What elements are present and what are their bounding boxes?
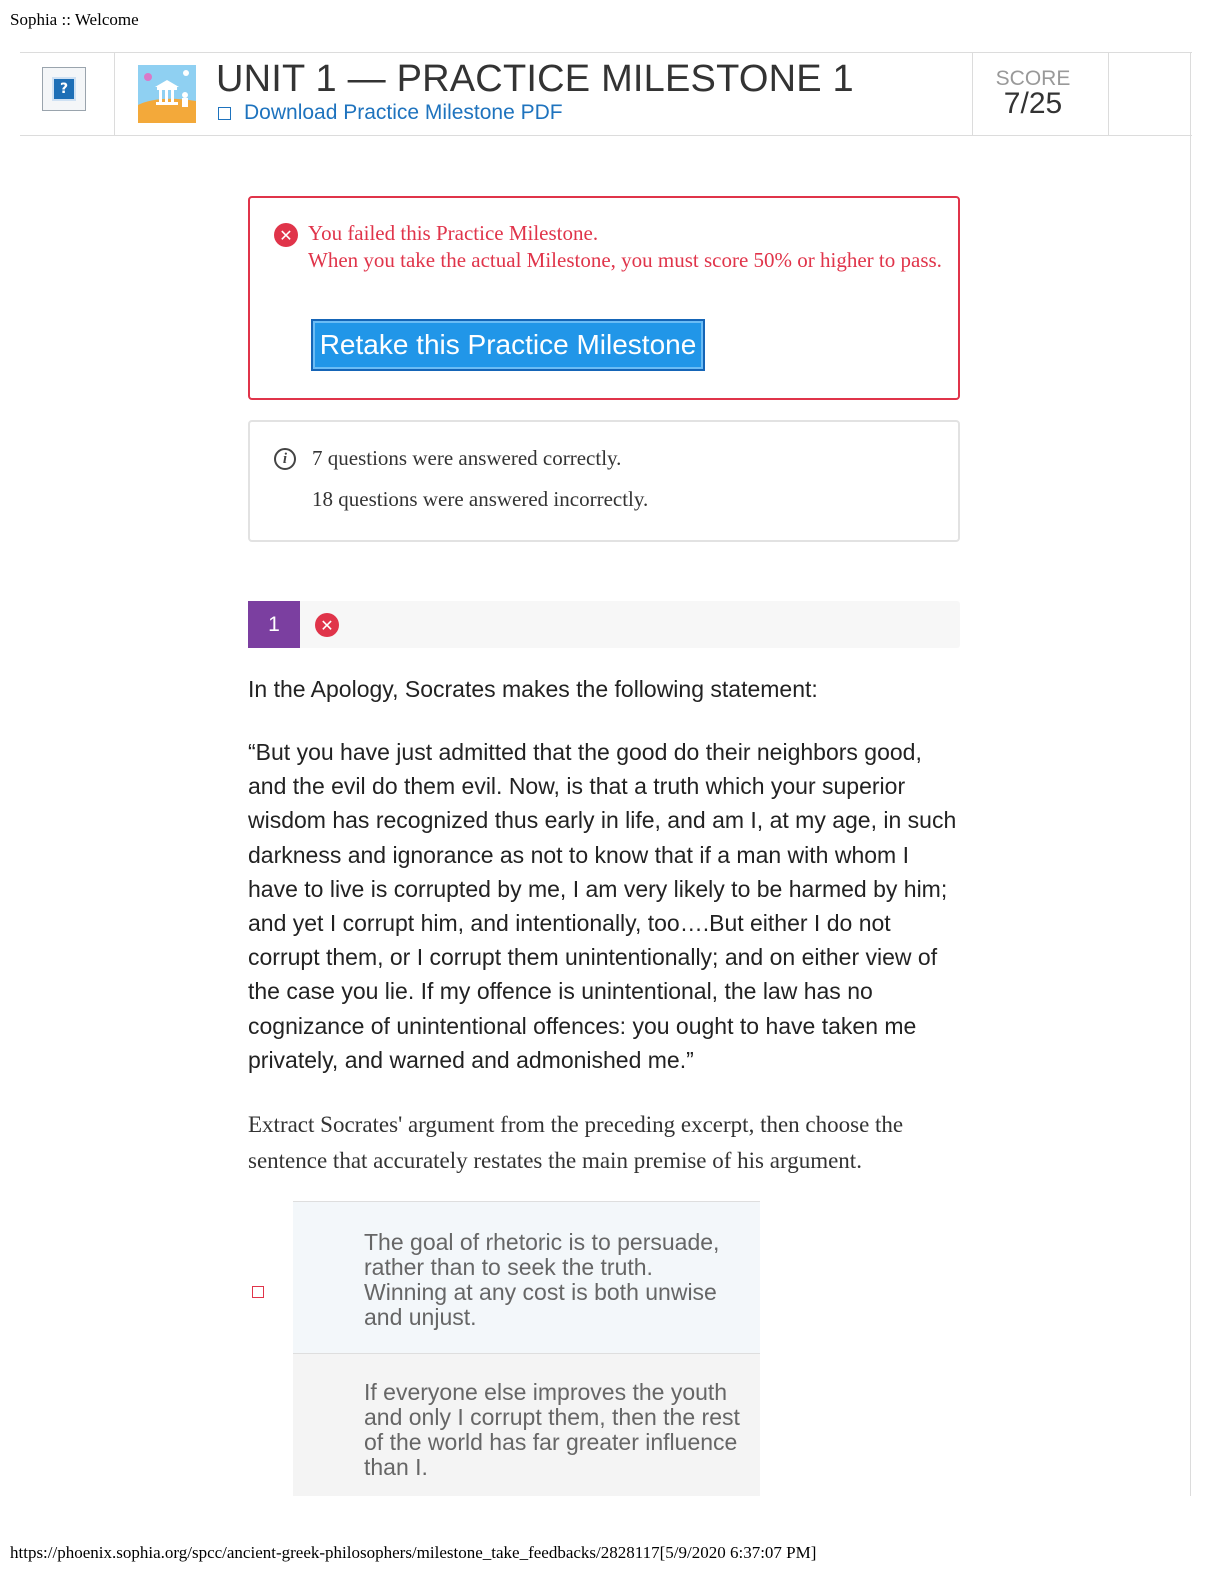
course-thumbnail-icon: [138, 65, 196, 123]
fail-alert: [248, 196, 960, 400]
results-summary: [248, 420, 960, 542]
incorrect-count-text: 18 questions were answered incorrectly.: [312, 487, 649, 511]
answer-option[interactable]: If everyone else improves the youth and only I corrupt them, then the rest of the world has far greater influence than I.: [293, 1353, 760, 1496]
retake-milestone-button[interactable]: Retake this Practice Milestone: [311, 319, 705, 371]
question-header: [248, 601, 960, 648]
question-prompt: Extract Socrates' argument from the preceding excerpt, then choose the sentence that accurately restates the main premise of his argument.: [248, 1112, 904, 1173]
info-icon: i: [274, 448, 296, 470]
download-pdf-label: Download Practice Milestone PDF: [244, 101, 563, 124]
question-quote: “But you have just admitted that the good do their neighbors good, and the evil do them evil. Now, is that a truth which your superior wisdom has recognized thus early in life, and am I, at my age, in such darkness and ignorance as not to know that if a man with whom I have to live is corrupted by me, I am very likely to be harmed by him; and yet I corrupt him, and intentionally, too….But either I do not corrupt them, or I corrupt them unintentionally; and on either view of the case you lie. If my offence is unintentional, the law has no cognizance of unintentional offences: you ought to have taken me privately, and warned and admonished me.”: [248, 739, 957, 1073]
download-icon: [218, 107, 231, 120]
error-x-icon: ✕: [274, 223, 298, 247]
header-divider: [972, 53, 973, 135]
correct-count-text: 7 questions were answered correctly.: [312, 446, 622, 470]
question-number: 1: [248, 601, 300, 648]
download-pdf-link[interactable]: [218, 101, 563, 125]
selected-answer-checkbox-icon: [252, 1286, 264, 1298]
pass-requirement-message: When you take the actual Milestone, you must score 50% or higher to pass.: [308, 248, 942, 272]
score-label: SCORE: [995, 67, 1071, 90]
question-mark-icon: ?: [52, 77, 76, 101]
header-divider: [114, 53, 115, 135]
browser-page-title: Sophia :: Welcome: [10, 10, 139, 29]
question-intro: In the Apology, Socrates makes the following statement:: [248, 676, 818, 702]
header-divider: [1108, 53, 1109, 135]
fail-message: You failed this Practice Milestone.: [308, 221, 599, 245]
page-right-border: [1190, 52, 1191, 1496]
score-value: 7/25: [1003, 87, 1063, 120]
incorrect-x-icon: ✕: [315, 613, 339, 637]
page-url-footer: https://phoenix.sophia.org/spcc/ancient-greek-philosophers/milestone_take_feedbacks/2828117[5/9/2020 6:37:07 PM]: [10, 1543, 817, 1562]
help-button[interactable]: [42, 67, 86, 111]
answer-options: [293, 1201, 760, 1496]
milestone-title: UNIT 1 — PRACTICE MILESTONE 1: [216, 58, 854, 100]
answer-option[interactable]: The goal of rhetoric is to persuade, rather than to seek the truth. Winning at any cost is both unwise and unjust.: [293, 1201, 760, 1353]
milestone-header: [20, 52, 1192, 136]
